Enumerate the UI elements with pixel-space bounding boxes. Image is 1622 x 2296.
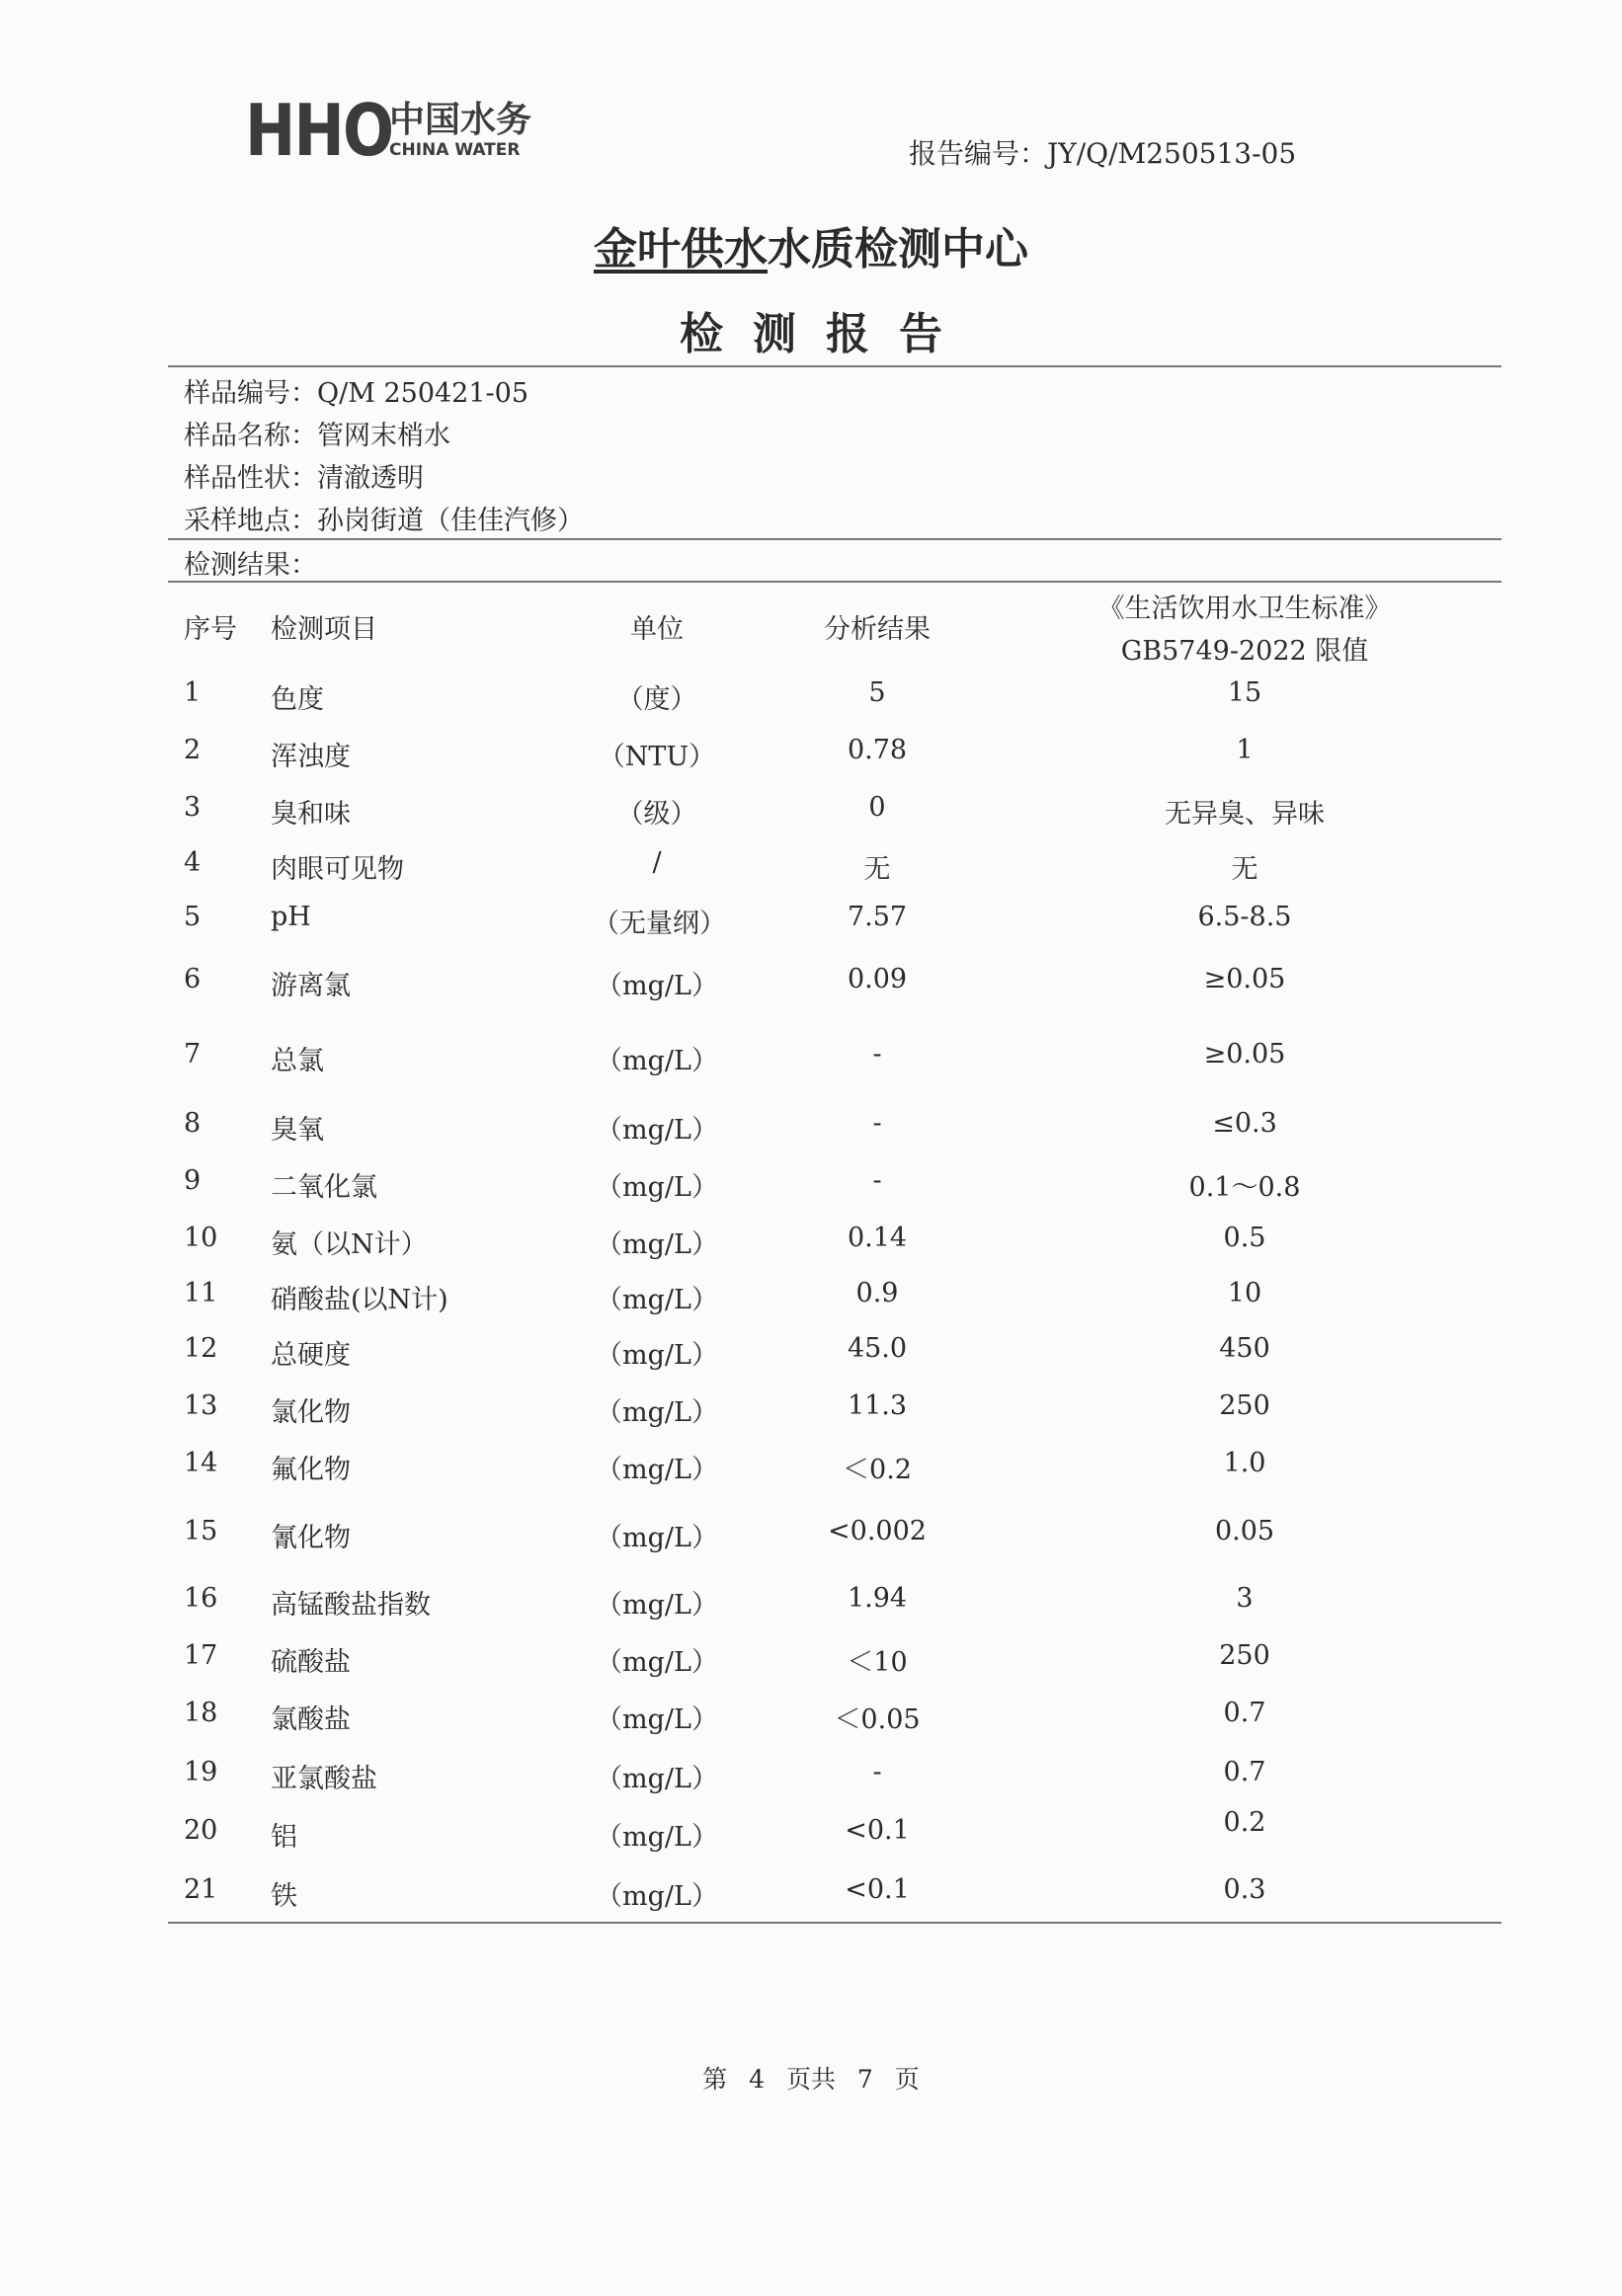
- report-number: 报告编号：JY/Q/M250513-05: [909, 137, 1297, 170]
- table-row-unit: （mg/L）: [596, 1046, 718, 1076]
- table-row-unit: （NTU）: [598, 742, 716, 772]
- table-row-limit: ≥0.05: [1203, 964, 1286, 994]
- table-row-item: 高锰酸盐指数: [271, 1590, 431, 1621]
- table-row-limit: ≥0.05: [1203, 1039, 1286, 1069]
- table-row-unit: （度）: [616, 684, 697, 715]
- header-seq: 序号: [184, 614, 237, 645]
- table-row-item: 硫酸盐: [271, 1647, 351, 1678]
- table-row-limit: 3: [1236, 1583, 1254, 1614]
- table-row-item: pH: [271, 902, 311, 932]
- table-row-result: 0.9: [855, 1278, 899, 1308]
- table-row-result: -: [872, 1165, 882, 1196]
- table-row-result: 无: [863, 854, 891, 885]
- table-row-item: 臭和味: [271, 799, 351, 830]
- divider-top: [168, 365, 1501, 367]
- table-row-item: 氯酸盐: [271, 1704, 351, 1735]
- table-row-result: 1.94: [847, 1583, 908, 1614]
- table-row-result: 7.57: [847, 902, 908, 932]
- table-row-limit: 450: [1219, 1333, 1270, 1364]
- divider-table-top: [168, 581, 1501, 583]
- table-row-unit: （mg/L）: [596, 1881, 718, 1912]
- table-row-result: 0.14: [847, 1223, 908, 1253]
- table-row-limit: 0.7: [1223, 1757, 1266, 1787]
- table-row-seq: 9: [184, 1165, 202, 1196]
- table-row-seq: 20: [184, 1815, 218, 1846]
- table-row-seq: 15: [184, 1516, 218, 1546]
- table-row-item: 总硬度: [271, 1340, 351, 1371]
- table-row-seq: 2: [184, 735, 202, 765]
- table-row-seq: 17: [184, 1640, 218, 1671]
- header-unit: 单位: [630, 614, 684, 645]
- table-row-result: <0.1: [845, 1815, 910, 1846]
- sample-appearance: 样品性状：清澈透明: [184, 463, 424, 494]
- table-row-unit: （mg/L）: [596, 1764, 718, 1794]
- sample-number: 样品编号：Q/M 250421-05: [184, 378, 529, 409]
- table-row-item: 氰化物: [271, 1523, 351, 1553]
- page-number: 第 4 页共 7 页: [702, 2065, 920, 2094]
- organization-name-underlined: 金叶供水: [594, 224, 768, 275]
- table-row-unit: （mg/L）: [596, 1704, 718, 1735]
- logo-english-name: CHINA WATER: [389, 140, 521, 160]
- report-title: 检测报告: [680, 309, 972, 359]
- table-row-seq: 8: [184, 1108, 202, 1139]
- table-row-item: 臭氧: [271, 1115, 324, 1146]
- table-row-unit: （mg/L）: [596, 1397, 718, 1428]
- table-row-unit: （级）: [616, 799, 697, 830]
- divider-info: [168, 538, 1501, 540]
- table-row-limit: 1.0: [1223, 1448, 1266, 1478]
- results-label: 检测结果：: [184, 550, 317, 581]
- table-row-seq: 10: [184, 1223, 218, 1253]
- table-row-unit: （mg/L）: [596, 1647, 718, 1678]
- table-row-item: 硝酸盐(以N计): [271, 1285, 448, 1315]
- table-row-seq: 14: [184, 1448, 218, 1478]
- table-row-seq: 7: [184, 1039, 202, 1069]
- organization-name-rest: 水质检测中心: [768, 224, 1028, 275]
- table-row-result: ＜10: [847, 1647, 908, 1678]
- table-row-seq: 11: [184, 1278, 218, 1308]
- sampling-location: 采样地点：孙岗街道（佳佳汽修）: [184, 506, 584, 536]
- table-row-unit: （mg/L）: [596, 971, 718, 1001]
- table-row-seq: 18: [184, 1698, 218, 1728]
- table-row-unit: （mg/L）: [596, 1455, 718, 1485]
- organization-title: [0, 213, 1622, 277]
- table-row-unit: /: [652, 847, 662, 878]
- table-row-unit: （无量纲）: [593, 909, 726, 939]
- header-result: 分析结果: [824, 614, 931, 645]
- table-row-limit: ≤0.3: [1212, 1108, 1277, 1139]
- table-row-limit: 0.5: [1223, 1223, 1266, 1253]
- table-row-item: 色度: [271, 684, 324, 715]
- table-row-item: 铁: [271, 1881, 297, 1912]
- company-logo: [245, 89, 532, 172]
- table-row-result: -: [872, 1757, 882, 1787]
- sample-name: 样品名称：管网末梢水: [184, 421, 450, 451]
- logo-mark: HHO: [245, 89, 393, 172]
- header-limit-code: GB5749-2022 限值: [1120, 636, 1369, 667]
- table-row-result: 5: [868, 677, 886, 708]
- table-row-result: 0.78: [847, 735, 908, 765]
- table-row-seq: 5: [184, 902, 202, 932]
- table-row-item: 氨（以N计）: [271, 1229, 428, 1260]
- table-row-item: 铝: [271, 1822, 297, 1853]
- table-row-unit: （mg/L）: [596, 1285, 718, 1315]
- table-row-limit: 0.2: [1223, 1807, 1266, 1838]
- table-row-limit: 250: [1219, 1640, 1270, 1671]
- table-row-result: <0.002: [828, 1516, 927, 1546]
- table-row-seq: 4: [184, 847, 202, 878]
- table-row-limit: 0.05: [1214, 1516, 1275, 1546]
- table-row-result: <0.1: [845, 1874, 910, 1905]
- table-row-result: 0.09: [847, 964, 908, 994]
- table-row-item: 游离氯: [271, 971, 351, 1001]
- table-row-item: 氟化物: [271, 1455, 351, 1485]
- table-row-unit: （mg/L）: [596, 1590, 718, 1621]
- table-row-item: 肉眼可见物: [271, 854, 404, 885]
- table-row-item: 总氯: [271, 1046, 324, 1076]
- table-row-limit: 无: [1231, 854, 1258, 885]
- header-limit-standard: 《生活饮用水卫生标准》: [1097, 594, 1392, 624]
- table-row-result: ＜0.2: [843, 1455, 912, 1485]
- table-row-result: ＜0.05: [834, 1704, 921, 1735]
- table-row-unit: （mg/L）: [596, 1229, 718, 1260]
- table-row-seq: 6: [184, 964, 202, 994]
- header-item: 检测项目: [271, 614, 377, 645]
- table-row-unit: （mg/L）: [596, 1172, 718, 1203]
- table-row-result: 0: [868, 792, 886, 823]
- table-row-result: -: [872, 1039, 882, 1069]
- table-row-unit: （mg/L）: [596, 1523, 718, 1553]
- table-row-seq: 16: [184, 1583, 218, 1614]
- table-row-result: 45.0: [847, 1333, 908, 1364]
- table-row-unit: （mg/L）: [596, 1115, 718, 1146]
- table-row-result: -: [872, 1108, 882, 1139]
- table-row-limit: 250: [1219, 1390, 1270, 1421]
- table-row-limit: 6.5-8.5: [1197, 902, 1292, 932]
- table-row-seq: 3: [184, 792, 202, 823]
- table-row-seq: 12: [184, 1333, 218, 1364]
- table-row-item: 浑浊度: [271, 742, 351, 772]
- table-row-seq: 1: [184, 677, 202, 708]
- table-row-limit: 0.1～0.8: [1188, 1172, 1301, 1203]
- table-row-limit: 无异臭、异味: [1165, 799, 1325, 830]
- table-row-item: 亚氯酸盐: [271, 1764, 377, 1794]
- table-row-item: 二氧化氯: [271, 1172, 377, 1203]
- table-row-seq: 13: [184, 1390, 218, 1421]
- table-row-limit: 1: [1236, 735, 1254, 765]
- table-row-result: 11.3: [847, 1390, 908, 1421]
- table-row-limit: 15: [1227, 677, 1262, 708]
- table-row-limit: 0.7: [1223, 1698, 1266, 1728]
- divider-table-bottom: [168, 1922, 1501, 1924]
- table-row-limit: 10: [1227, 1278, 1262, 1308]
- table-row-unit: （mg/L）: [596, 1822, 718, 1853]
- table-row-seq: 21: [184, 1874, 218, 1905]
- table-row-unit: （mg/L）: [596, 1340, 718, 1371]
- table-row-item: 氯化物: [271, 1397, 351, 1428]
- table-row-seq: 19: [184, 1757, 218, 1787]
- logo-chinese-name: 中国水务: [389, 100, 532, 140]
- table-row-limit: 0.3: [1223, 1874, 1266, 1905]
